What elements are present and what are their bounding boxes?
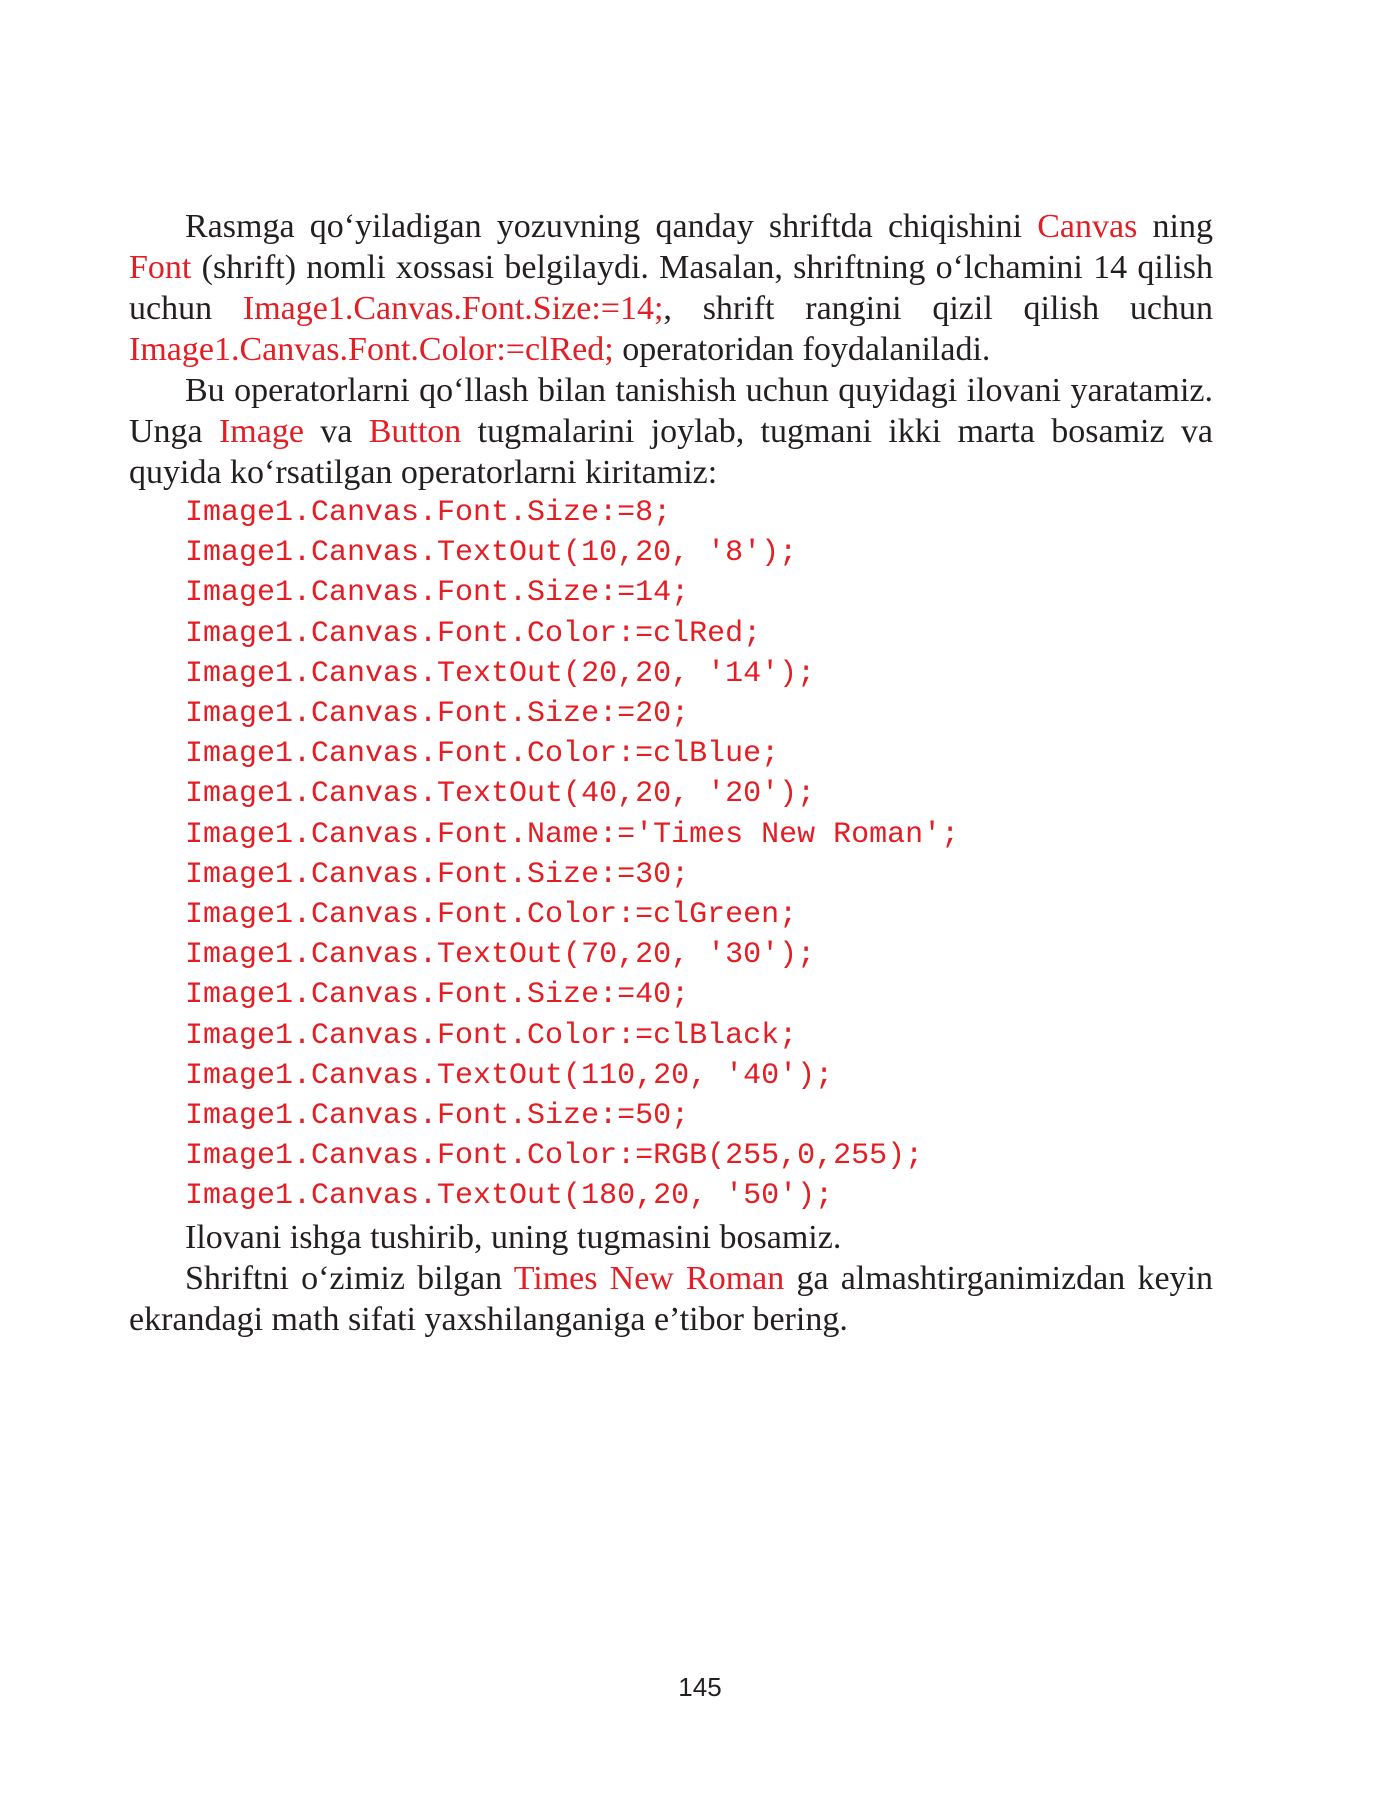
code-line: Image1.Canvas.Font.Name:='Times New Roman'; <box>185 817 960 852</box>
code-line: Image1.Canvas.Font.Color:=clBlack; <box>185 1018 798 1053</box>
code-line: Image1.Canvas.Font.Color:=clGreen; <box>185 898 798 933</box>
paragraph-text: (shrift) nomli xossasi belgilaydi. Masalan, shriftning o‘lchamini 14 qilish uchun <box>129 249 1213 327</box>
keyword-canvas: Canvas <box>1037 208 1138 245</box>
paragraph-operators-intro <box>129 370 1213 493</box>
page-body <box>129 206 1213 1340</box>
keyword-times-new-roman: Times New Roman <box>513 1259 785 1297</box>
code-line: Image1.Canvas.Font.Size:=30; <box>185 857 690 892</box>
code-line: Image1.Canvas.Font.Size:=14; <box>185 576 690 611</box>
paragraph-text: , shrift rangini qizil qilish uchun <box>663 290 1214 327</box>
paragraph-canvas-font <box>129 206 1213 370</box>
code-line: Image1.Canvas.TextOut(180,20, '50'); <box>185 1179 834 1214</box>
paragraph-text: Rasmga qo‘yiladigan yozuvning qanday shriftda chiqishini <box>185 208 1038 245</box>
code-line: Image1.Canvas.Font.Size:=8; <box>185 496 672 530</box>
code-inline-font-color: Image1.Canvas.Font.Color:=clRed; <box>129 331 614 368</box>
code-listing <box>129 493 1213 1217</box>
code-line: Image1.Canvas.TextOut(70,20, '30'); <box>185 938 816 973</box>
paragraph-text: va <box>303 413 369 450</box>
code-line: Image1.Canvas.Font.Size:=50; <box>185 1099 690 1134</box>
code-line: Image1.Canvas.TextOut(20,20, '14'); <box>185 656 816 691</box>
code-line: Image1.Canvas.Font.Color:=clBlue; <box>185 737 780 772</box>
code-line: Image1.Canvas.TextOut(40,20, '20'); <box>185 777 816 812</box>
paragraph-text: operatoridan foydalaniladi. <box>613 331 991 368</box>
paragraph-text: tugmalarini joylab, tugmani ikki marta bosamiz va quyida ko‘rsatilgan operatorlarni kiritamiz: <box>129 413 1213 491</box>
code-line: Image1.Canvas.Font.Size:=20; <box>185 697 690 732</box>
code-line: Image1.Canvas.Font.Color:=clRed; <box>185 616 762 651</box>
keyword-image: Image <box>218 413 304 450</box>
paragraph-times-new-roman <box>129 1258 1213 1340</box>
paragraph-run-app <box>129 1217 1213 1258</box>
code-line: Image1.Canvas.TextOut(110,20, '40'); <box>185 1058 834 1093</box>
paragraph-text: Shriftni o‘zimiz bilgan <box>185 1259 514 1297</box>
code-line: Image1.Canvas.Font.Color:=RGB(255,0,255); <box>185 1139 924 1174</box>
keyword-button: Button <box>368 413 462 450</box>
code-line: Image1.Canvas.Font.Size:=40; <box>185 978 690 1013</box>
paragraph-text: ga almashtirganimizdan keyin ekrandagi math sifati yaxshilanganiga e’tibor bering. <box>129 1259 1214 1338</box>
paragraph-text: Bu operatorlarni qo‘llash bilan tanishish uchun quyidagi ilovani yaratamiz. Unga <box>129 372 1213 450</box>
paragraph-text: Ilovani ishga tushirib, uning tugmasini bosamiz. <box>185 1218 842 1256</box>
page-number: 145 <box>678 1672 722 1702</box>
code-line: Image1.Canvas.TextOut(10,20, '8'); <box>185 536 798 571</box>
keyword-font: Font <box>129 249 192 286</box>
code-inline-font-size: Image1.Canvas.Font.Size:=14; <box>242 290 664 327</box>
paragraph-text: ning <box>1137 208 1213 245</box>
